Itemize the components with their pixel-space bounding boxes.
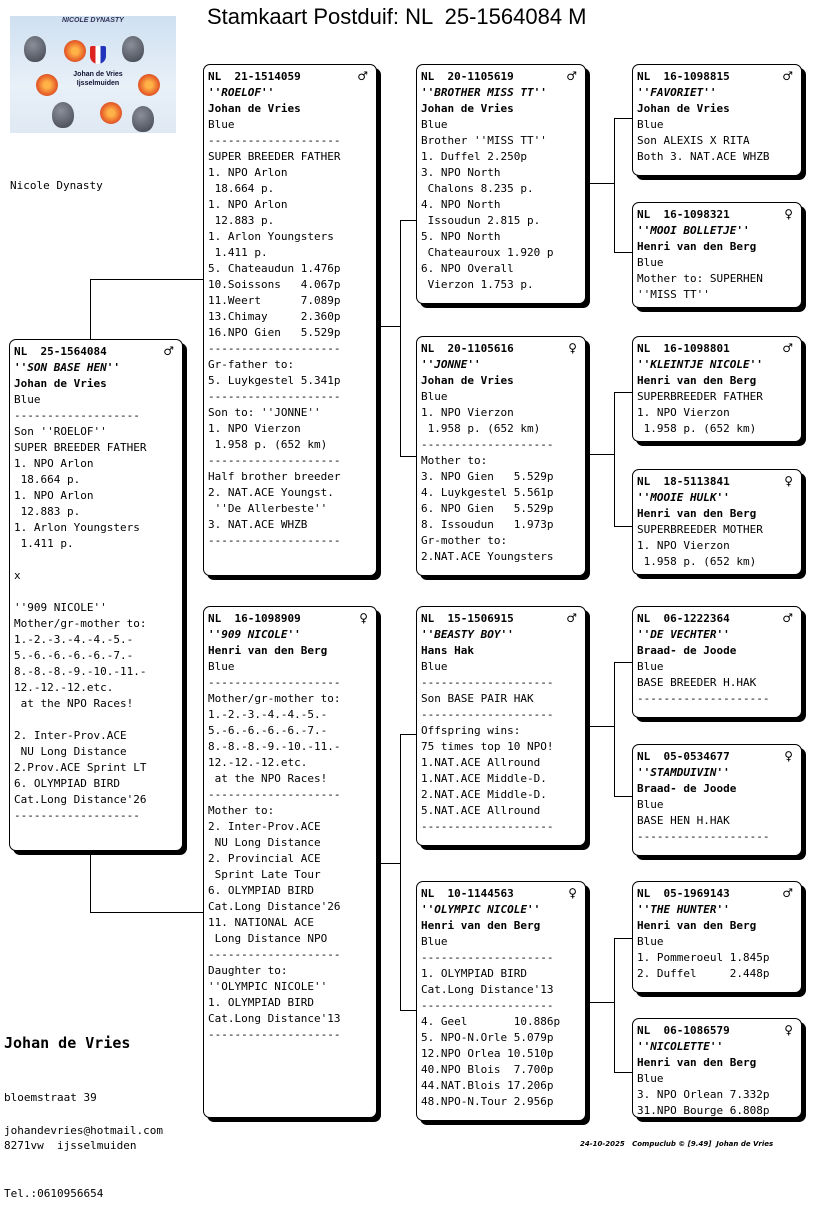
card-line: 48.NPO-N.Tour 2.956p xyxy=(421,1095,554,1108)
card-line: 5.-6.-6.-6.-6.-7.- xyxy=(14,649,134,662)
dynasty-label: Nicole Dynasty xyxy=(10,179,103,192)
card-line: 12.883 p. xyxy=(14,505,81,518)
card-line: 1.NAT.ACE Middle-D. xyxy=(421,772,547,785)
male-icon: ♂ xyxy=(357,69,368,83)
card-line: 3. NPO Gien 5.529p xyxy=(421,470,554,483)
card-line: 2. NAT.ACE Youngst. xyxy=(208,486,334,499)
card-line: 8.-8.-8.-9.-10.-11.- xyxy=(14,665,147,678)
ring-number-text: NL 06-1222364 xyxy=(637,612,730,625)
card-line: 4. Geel 10.886p xyxy=(421,1015,561,1028)
pigeon-card-ffm[interactable] xyxy=(632,202,802,308)
ring-number-text: NL 16-1098909 xyxy=(208,612,301,625)
pigeon-nickname: ''SON BASE HEN'' xyxy=(14,361,120,374)
card-line xyxy=(14,552,178,568)
card-line: Son ''ROELOF'' xyxy=(14,425,107,438)
ring-number xyxy=(14,344,178,360)
breeder-name: Braad- de Joode xyxy=(637,782,737,795)
card-line: 1. Duffel 2.250p xyxy=(421,150,527,163)
pigeon-card-father-father[interactable] xyxy=(416,64,586,304)
card-line: 2. Inter-Prov.ACE xyxy=(208,820,321,833)
card-line: -------------------- xyxy=(208,948,341,961)
male-icon: ♂ xyxy=(566,611,577,625)
ring-number xyxy=(637,749,797,765)
owner-phone: Tel.:0610956654 xyxy=(4,1187,104,1200)
breeder-name: Henri van den Berg xyxy=(637,507,757,520)
card-line: 18.664 p. xyxy=(14,473,81,486)
pigeon-card-mother-mother[interactable] xyxy=(416,881,586,1121)
connector-line xyxy=(590,183,614,184)
breeder-name: Johan de Vries xyxy=(421,374,514,387)
card-line: 5.NAT.ACE Allround xyxy=(421,804,541,817)
ring-number xyxy=(637,474,797,490)
card-line: Chalons 8.235 p. xyxy=(421,182,534,195)
pigeon-nickname: ''STAMDUIVIN'' xyxy=(637,766,730,779)
female-icon: ♀ xyxy=(359,611,368,625)
pigeon-nickname: ''DE VECHTER'' xyxy=(637,628,730,641)
ring-number xyxy=(637,69,797,85)
connector-line xyxy=(614,796,634,797)
breeder-name: Henri van den Berg xyxy=(637,919,757,932)
card-line: Both 3. NAT.ACE WHZB xyxy=(637,150,770,163)
male-icon: ♂ xyxy=(782,611,793,625)
card-line: 1. NPO Arlon xyxy=(208,166,288,179)
breeder-name: Braad- de Joode xyxy=(637,644,737,657)
card-line: 2.Prov.ACE Sprint LT xyxy=(14,761,147,774)
pigeon-card-mfm[interactable] xyxy=(632,744,802,856)
card-line: -------------------- xyxy=(421,951,554,964)
card-line: 4. Luykgestel 5.561p xyxy=(421,486,554,499)
pigeon-nickname: ''MOOI BOLLETJE'' xyxy=(637,224,750,237)
ring-number xyxy=(421,611,581,627)
card-line: Blue xyxy=(421,660,448,673)
card-line: Blue xyxy=(637,935,664,948)
card-line: NU Long Distance xyxy=(14,745,127,758)
card-line: -------------------- xyxy=(208,788,341,801)
card-line: 1.411 p. xyxy=(14,537,74,550)
connector-line xyxy=(90,279,204,280)
card-line: Blue xyxy=(14,393,41,406)
pigeon-nickname: ''FAVORIET'' xyxy=(637,86,717,99)
card-line: -------------------- xyxy=(421,708,554,721)
breeder-name: Johan de Vries xyxy=(421,102,514,115)
card-line: 2. Provincial ACE xyxy=(208,852,321,865)
breeder-name: Johan de Vries xyxy=(637,102,730,115)
ring-number-text: NL 16-1098801 xyxy=(637,342,730,355)
card-line: Cat.Long Distance'26 xyxy=(14,793,147,806)
rose-emblem xyxy=(100,102,122,124)
connector-line xyxy=(90,912,204,913)
card-line: x xyxy=(14,569,21,582)
rose-emblem xyxy=(64,40,86,62)
card-line: 1. Pommeroeul 1.845p xyxy=(637,951,770,964)
connector-line xyxy=(614,662,634,663)
card-line: 1. NPO Arlon xyxy=(14,489,94,502)
card-line: 12.-12.-12.etc. xyxy=(208,756,308,769)
card-line: 1.958 p. (652 km) xyxy=(208,438,328,451)
card-line: 5. NPO North xyxy=(421,230,501,243)
pigeon-nickname: ''KLEINTJE NICOLE'' xyxy=(637,358,763,371)
pigeon-card-mother-father[interactable] xyxy=(416,606,586,846)
ring-number-text: NL 06-1086579 xyxy=(637,1024,730,1037)
ring-number-text: NL 10-1144563 xyxy=(421,887,514,900)
card-line: -------------------- xyxy=(421,820,554,833)
card-line: 18.664 p. xyxy=(208,182,275,195)
card-line: 1. NPO Vierzon xyxy=(208,422,301,435)
card-line: 1. Arlon Youngsters xyxy=(208,230,334,243)
pigeon-nickname: ''MOOIE HULK'' xyxy=(637,491,730,504)
card-line: Sprint Late Tour xyxy=(208,868,321,881)
card-line: -------------------- xyxy=(208,134,341,147)
ring-number-text: NL 16-1098815 xyxy=(637,70,730,83)
ring-number-text: NL 05-1969143 xyxy=(637,887,730,900)
connector-line xyxy=(90,852,91,912)
card-line: 40.NPO Blois 7.700p xyxy=(421,1063,554,1076)
connector-line xyxy=(614,392,615,526)
card-line: Long Distance NPO xyxy=(208,932,328,945)
card-line: 5. NPO-N.Orle 5.079p xyxy=(421,1031,554,1044)
card-line: Brother ''MISS TT'' xyxy=(421,134,547,147)
card-line: 5. Luykgestel 5.341p xyxy=(208,374,341,387)
card-line: Son ALEXIS X RITA xyxy=(637,134,750,147)
pigeon-nickname: ''BROTHER MISS TT'' xyxy=(421,86,547,99)
coat-of-arms-icon xyxy=(90,46,106,64)
card-line: -------------------- xyxy=(208,1028,341,1041)
card-line: Mother to: xyxy=(421,454,488,467)
card-line: -------------------- xyxy=(208,390,341,403)
breeder-name: Henri van den Berg xyxy=(421,919,541,932)
owner-name: Johan de Vries xyxy=(4,1034,131,1052)
pigeon-card-father-mother[interactable] xyxy=(416,336,586,576)
card-line: 10.Soissons 4.067p xyxy=(208,278,341,291)
card-line: Blue xyxy=(208,118,235,131)
card-line: Blue xyxy=(637,798,664,811)
ring-number xyxy=(421,341,581,357)
card-line: -------------------- xyxy=(208,676,341,689)
owner-street: bloemstraat 39 xyxy=(4,1091,97,1104)
logo-name: Johan de Vries Ijsselmuiden xyxy=(73,71,123,87)
card-line: 16.NPO Gien 5.529p xyxy=(208,326,341,339)
ring-number-text: NL 15-1506915 xyxy=(421,612,514,625)
female-icon: ♀ xyxy=(568,341,577,355)
card-line: Daughter to: xyxy=(208,964,288,977)
card-line: 2. Inter-Prov.ACE xyxy=(14,729,127,742)
card-line: 8. Issoudun 1.973p xyxy=(421,518,554,531)
ring-number-text: NL 20-1105619 xyxy=(421,70,514,83)
card-line: 8.-8.-8.-9.-10.-11.- xyxy=(208,740,341,753)
pigeon-nickname: ''ROELOF'' xyxy=(208,86,275,99)
card-line: Blue xyxy=(421,935,448,948)
card-line: -------------------- xyxy=(421,676,554,689)
breeder-name: Henri van den Berg xyxy=(637,374,757,387)
ring-number xyxy=(421,69,581,85)
card-line: 5.-6.-6.-6.-6.-7.- xyxy=(208,724,328,737)
pigeon-card-subject[interactable] xyxy=(9,339,183,851)
card-line: -------------------- xyxy=(208,454,341,467)
card-line: ''OLYMPIC NICOLE'' xyxy=(208,980,328,993)
card-line: 2.NAT.ACE Youngsters xyxy=(421,550,554,563)
male-icon: ♂ xyxy=(782,886,793,900)
connector-line xyxy=(614,118,615,252)
pigeon-card-mmf[interactable] xyxy=(632,881,802,993)
pigeon-nickname: ''THE HUNTER'' xyxy=(637,903,730,916)
ring-number xyxy=(208,69,372,85)
card-line: ''909 NICOLE'' xyxy=(14,601,107,614)
pigeon-nickname: ''NICOLETTE'' xyxy=(637,1040,724,1053)
connector-line xyxy=(614,252,634,253)
card-line: 2.NAT.ACE Middle-D. xyxy=(421,788,547,801)
card-line: 3. NAT.ACE WHZB xyxy=(208,518,308,531)
card-line: 6. OLYMPIAD BIRD xyxy=(14,777,120,790)
card-line: ------------------- xyxy=(14,809,140,822)
ring-number-text: NL 16-1098321 xyxy=(637,208,730,221)
pigeon-image xyxy=(52,102,74,128)
owner-address xyxy=(4,1058,136,1218)
ring-number-text: NL 18-5113841 xyxy=(637,475,730,488)
pigeon-card-fmf[interactable] xyxy=(632,336,802,442)
pigeon-card-fff[interactable] xyxy=(632,64,802,176)
card-line: 13.Chimay 2.360p xyxy=(208,310,341,323)
card-line: 1. NPO Vierzon xyxy=(421,406,514,419)
logo-banner: NICOLE DYNASTY xyxy=(62,17,124,24)
card-line: BASE BREEDER H.HAK xyxy=(637,676,757,689)
card-line: ''De Allerbeste'' xyxy=(208,502,328,515)
connector-line xyxy=(90,279,91,343)
owner-city: 8271vw ijsselmuiden xyxy=(4,1139,137,1152)
card-line: Blue xyxy=(637,1072,664,1085)
pigeon-image xyxy=(24,36,46,62)
footer-credit: 24-10-2025 Compuclub © [9.49] Johan de Vries xyxy=(580,1140,774,1148)
ring-number-text: NL 21-1514059 xyxy=(208,70,301,83)
card-line: -------------------- xyxy=(637,692,770,705)
connector-line xyxy=(590,454,614,455)
pigeon-card-fmm[interactable] xyxy=(632,469,802,575)
male-icon: ♂ xyxy=(163,344,174,358)
card-line: BASE HEN H.HAK xyxy=(637,814,730,827)
card-line: 1. NPO Arlon xyxy=(14,457,94,470)
card-line: Son BASE PAIR HAK xyxy=(421,692,534,705)
card-line: NU Long Distance xyxy=(208,836,321,849)
card-line: -------------------- xyxy=(208,534,341,547)
card-line: 2. Duffel 2.448p xyxy=(637,967,770,980)
card-line: 1. NPO Vierzon xyxy=(637,539,730,552)
ring-number xyxy=(637,207,797,223)
card-line: 1. NPO Vierzon xyxy=(637,406,730,419)
pigeon-image xyxy=(122,36,144,62)
rose-emblem xyxy=(36,74,58,96)
pigeon-card-father[interactable] xyxy=(203,64,377,576)
card-line: 12.883 p. xyxy=(208,214,275,227)
card-line: Son to: ''JONNE'' xyxy=(208,406,321,419)
connector-line xyxy=(614,526,634,527)
ring-number-text: NL 05-0534677 xyxy=(637,750,730,763)
card-line: 11.Weert 7.089p xyxy=(208,294,341,307)
ring-number xyxy=(637,886,797,902)
card-line: Half brother breeder xyxy=(208,470,341,483)
male-icon: ♂ xyxy=(782,341,793,355)
ring-number xyxy=(208,611,372,627)
connector-line xyxy=(380,863,400,864)
card-line: 5. Chateaudun 1.476p xyxy=(208,262,341,275)
card-line: ''MISS TT'' xyxy=(637,288,710,301)
breeder-name: Johan de Vries xyxy=(208,102,301,115)
pigeon-card-mff[interactable] xyxy=(632,606,802,718)
rose-emblem xyxy=(138,74,160,96)
card-line: -------------------- xyxy=(637,830,770,843)
breeder-name: Henri van den Berg xyxy=(637,1056,757,1069)
card-line: Mother/gr-mother to: xyxy=(14,617,147,630)
connector-line xyxy=(614,938,634,939)
pigeon-nickname: ''JONNE'' xyxy=(421,358,481,371)
card-line: at the NPO Races! xyxy=(208,772,328,785)
connector-line xyxy=(614,118,634,119)
pigeon-card-mother[interactable] xyxy=(203,606,377,1118)
card-line: 4. NPO North xyxy=(421,198,501,211)
card-line: Mother to: xyxy=(208,804,275,817)
female-icon: ♀ xyxy=(568,886,577,900)
pigeon-card-mmm[interactable] xyxy=(632,1018,802,1118)
card-line: Blue xyxy=(421,390,448,403)
card-line: 12.-12.-12.etc. xyxy=(14,681,114,694)
pigeon-nickname: ''BEASTY BOY'' xyxy=(421,628,514,641)
card-line: Blue xyxy=(637,118,664,131)
card-line: SUPER BREEDER FATHER xyxy=(14,441,147,454)
female-icon: ♀ xyxy=(784,749,793,763)
connector-line xyxy=(614,938,615,1072)
page-title: Stamkaart Postduif: NL 25-1564084 M xyxy=(207,4,587,29)
card-line: 6. OLYMPIAD BIRD xyxy=(208,884,314,897)
card-line: 3. NPO Orlean 7.332p xyxy=(637,1088,770,1101)
card-line: Mother/gr-mother to: xyxy=(208,692,341,705)
card-line: 1.411 p. xyxy=(208,246,268,259)
connector-line xyxy=(614,392,634,393)
breeder-name: Henri van den Berg xyxy=(208,644,328,657)
logo xyxy=(10,16,176,133)
card-line: 1.-2.-3.-4.-4.-5.- xyxy=(208,708,328,721)
card-line: ------------------- xyxy=(14,409,140,422)
card-line: 75 times top 10 NPO! xyxy=(421,740,554,753)
card-line: 1. OLYMPIAD BIRD xyxy=(421,967,527,980)
card-line: 1.958 p. (652 km) xyxy=(637,555,757,568)
card-line: -------------------- xyxy=(421,999,554,1012)
card-line: 1. Arlon Youngsters xyxy=(14,521,140,534)
connector-line xyxy=(590,726,614,727)
card-line: 44.NAT.Blois 17.206p xyxy=(421,1079,554,1092)
ring-number-text: NL 25-1564084 xyxy=(14,345,107,358)
card-line xyxy=(14,712,178,728)
pigeon-nickname: ''OLYMPIC NICOLE'' xyxy=(421,903,541,916)
card-line: Cat.Long Distance'13 xyxy=(421,983,554,996)
card-line: SUPER BREEDER FATHER xyxy=(208,150,341,163)
card-line xyxy=(14,584,178,600)
card-line: -------------------- xyxy=(208,342,341,355)
female-icon: ♀ xyxy=(784,474,793,488)
card-line: Chateauroux 1.920 p xyxy=(421,246,554,259)
connector-line xyxy=(590,1002,614,1003)
female-icon: ♀ xyxy=(784,1023,793,1037)
card-line: 1.NAT.ACE Allround xyxy=(421,756,541,769)
breeder-name: Henri van den Berg xyxy=(637,240,757,253)
card-line: Gr-mother to: xyxy=(421,534,508,547)
card-line: Vierzon 1.753 p. xyxy=(421,278,534,291)
card-line: 1. OLYMPIAD BIRD xyxy=(208,996,314,1009)
card-line: Cat.Long Distance'26 xyxy=(208,900,341,913)
card-line: 6. NPO Overall xyxy=(421,262,514,275)
card-line: Mother to: SUPERHEN xyxy=(637,272,763,285)
card-line: Gr-father to: xyxy=(208,358,295,371)
card-line: 1.958 p. (652 km) xyxy=(421,422,541,435)
ring-number xyxy=(637,1023,797,1039)
card-line: 1.-2.-3.-4.-4.-5.- xyxy=(14,633,134,646)
male-icon: ♂ xyxy=(566,69,577,83)
pigeon-nickname: ''909 NICOLE'' xyxy=(208,628,301,641)
card-line: 3. NPO North xyxy=(421,166,501,179)
card-line: SUPERBREEDER FATHER xyxy=(637,390,763,403)
card-line: 6. NPO Gien 5.529p xyxy=(421,502,554,515)
card-line: at the NPO Races! xyxy=(14,697,134,710)
ring-number xyxy=(421,886,581,902)
card-line: 11. NATIONAL ACE xyxy=(208,916,314,929)
card-line: -------------------- xyxy=(421,438,554,451)
ring-number xyxy=(637,611,797,627)
owner-email[interactable]: johandevries@hotmail.com xyxy=(4,1124,163,1137)
female-icon: ♀ xyxy=(784,207,793,221)
connector-line xyxy=(400,734,401,1010)
card-line: SUPERBREEDER MOTHER xyxy=(637,523,763,536)
connector-line xyxy=(614,1072,634,1073)
card-line: Blue xyxy=(637,660,664,673)
card-line: 31.NPO Bourge 6.808p xyxy=(637,1104,770,1117)
ring-number-text: NL 20-1105616 xyxy=(421,342,514,355)
breeder-name: Hans Hak xyxy=(421,644,474,657)
ring-number xyxy=(637,341,797,357)
card-line: Cat.Long Distance'13 xyxy=(208,1012,341,1025)
card-line: Offspring wins: xyxy=(421,724,521,737)
card-line: Blue xyxy=(421,118,448,131)
card-line: 1.958 p. (652 km) xyxy=(637,422,757,435)
card-line: 1. NPO Arlon xyxy=(208,198,288,211)
connector-line xyxy=(614,662,615,796)
card-line: 12.NPO Orlea 10.510p xyxy=(421,1047,554,1060)
pigeon-image xyxy=(132,106,154,132)
male-icon: ♂ xyxy=(782,69,793,83)
breeder-name: Johan de Vries xyxy=(14,377,107,390)
card-line: Blue xyxy=(208,660,235,673)
card-line: Blue xyxy=(637,256,664,269)
card-line: Issoudun 2.815 p. xyxy=(421,214,541,227)
connector-line xyxy=(380,326,400,327)
connector-line xyxy=(400,220,401,456)
